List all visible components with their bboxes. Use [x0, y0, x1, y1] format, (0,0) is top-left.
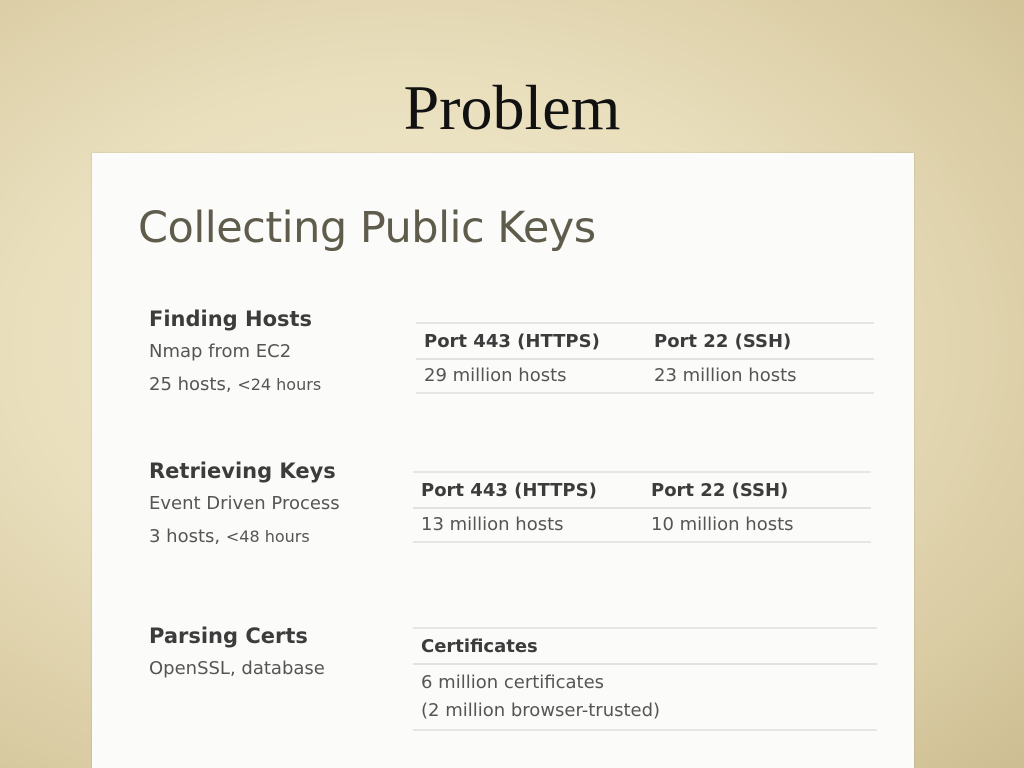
table-header-cell: Port 443 (HTTPS): [421, 479, 597, 501]
section-detail: Event Driven Process: [149, 493, 340, 514]
table-cell: 29 million hosts: [424, 365, 567, 386]
content-panel: [92, 153, 914, 768]
section-detail: Nmap from EC2: [149, 341, 292, 362]
table-header-cell: Port 22 (SSH): [651, 479, 789, 501]
section-detail: OpenSSL, database: [149, 658, 325, 679]
section-detail: [149, 520, 340, 553]
finding-hosts-table: [416, 322, 874, 394]
retrieving-keys-table: [413, 471, 871, 543]
table-cell: (2 million browser-trusted): [421, 700, 661, 721]
table-header-row: [416, 324, 874, 360]
table-cell: 23 million hosts: [654, 365, 797, 386]
section-title: Parsing Certs: [149, 624, 308, 648]
parsing-certs-table: [413, 627, 877, 731]
duration: <24 hours: [237, 375, 322, 394]
table-cell: 6 million certificates: [421, 672, 605, 693]
table-header-cell: Certificates: [421, 635, 538, 657]
table-header-cell: Port 22 (SSH): [654, 330, 792, 352]
section-title: Retrieving Keys: [149, 459, 336, 483]
panel-heading: Collecting Public Keys: [138, 203, 596, 253]
table-cell: 10 million hosts: [651, 514, 794, 535]
section-retrieving-keys: [149, 455, 340, 553]
table-row: [416, 360, 874, 394]
section-parsing-certs: [149, 620, 325, 685]
section-detail: [149, 368, 321, 401]
host-count: 3 hosts,: [149, 526, 226, 547]
duration: <48 hours: [225, 527, 310, 546]
table-row: [413, 665, 877, 731]
host-count: 25 hosts,: [149, 374, 238, 395]
table-row: [413, 509, 871, 543]
table-header-row: [413, 473, 871, 509]
table-cell: 13 million hosts: [421, 514, 564, 535]
slide-title: Problem: [403, 72, 621, 143]
table-header-cell: Port 443 (HTTPS): [424, 330, 600, 352]
section-title: Finding Hosts: [149, 307, 313, 331]
table-header-row: [413, 629, 877, 665]
section-finding-hosts: [149, 303, 321, 401]
